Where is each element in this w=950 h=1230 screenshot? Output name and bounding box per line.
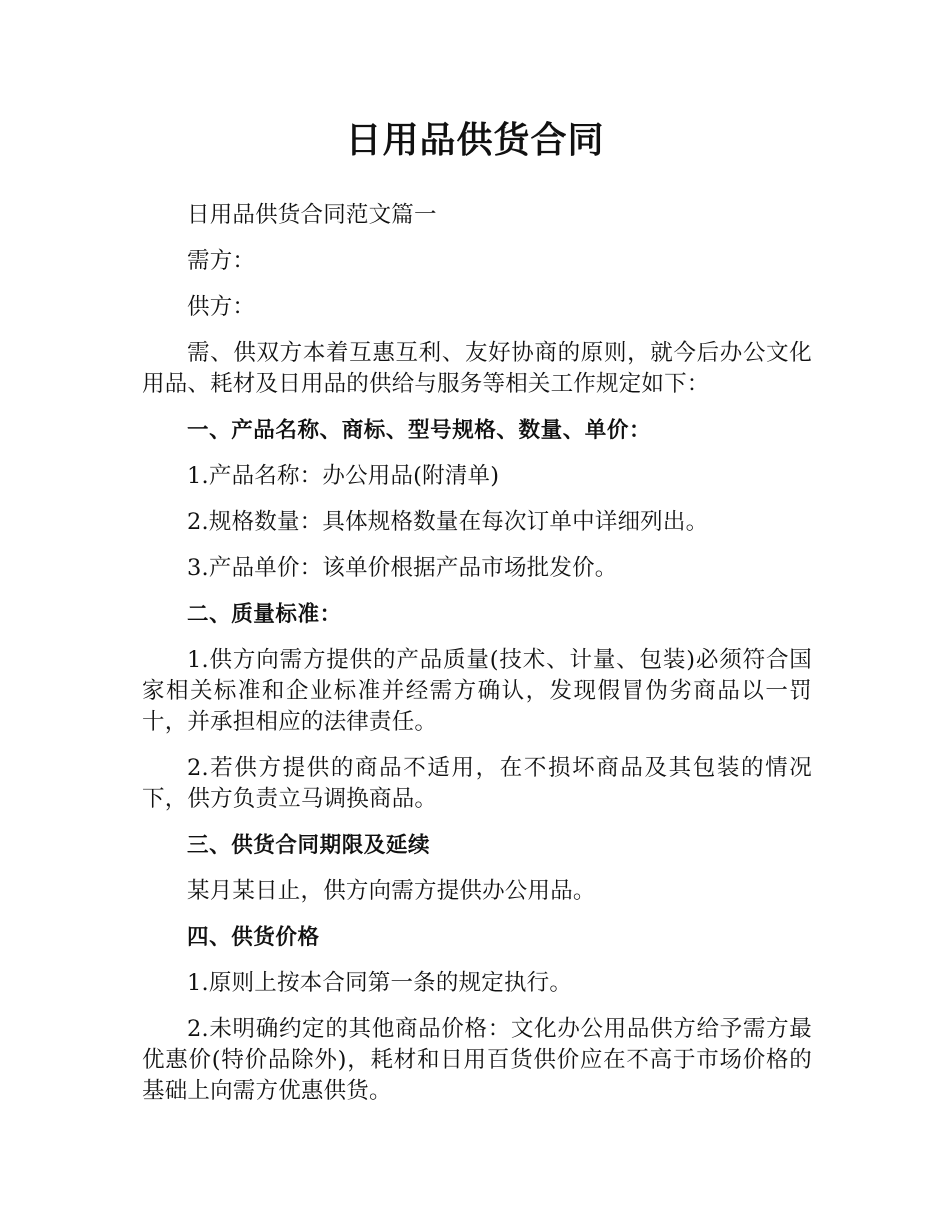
supplier-label: 供方： — [187, 294, 256, 320]
section-heading-2: 二、质量标准： — [187, 602, 342, 627]
document-body — [142, 200, 812, 1122]
section-2-item-2: 2.若供方提供的商品不适用，在不损坏商品及其包装的情况下，供方负责立马调换商品。 — [142, 755, 812, 812]
section-4-item-2: 2.未明确约定的其他商品价格：文化办公用品供方给予需方最优惠价(特价品除外)，耗材和日用百货供价应在不高于市场价格的基础上向需方优惠供货。 — [142, 1016, 812, 1104]
section-3-item-1: 某月某日止，供方向需方提供办公用品。 — [187, 878, 596, 904]
section-1-item-2: 2.规格数量：具体规格数量在每次订单中详细列出。 — [187, 509, 709, 535]
section-heading-3: 三、供货合同期限及延续 — [187, 833, 431, 858]
section-heading-4: 四、供货价格 — [187, 925, 320, 950]
section-1-item-1: 1.产品名称：办公用品(附清单) — [187, 463, 500, 489]
section-heading-1: 一、产品名称、商标、型号规格、数量、单价： — [187, 418, 652, 443]
intro-paragraph: 需、供双方本着互惠互利、友好协商的原则，就今后办公文化用品、耗材及日用品的供给与服务等相关工作规定如下： — [142, 340, 812, 397]
document-subtitle: 日用品供货合同范文篇一 — [187, 202, 437, 228]
document-title: 日用品供货合同 — [345, 120, 605, 161]
buyer-label: 需方： — [187, 248, 256, 274]
section-1-item-3: 3.产品单价：该单价根据产品市场批发价。 — [187, 555, 618, 581]
section-2-item-1: 1.供方向需方提供的产品质量(技术、计量、包装)必须符合国家相关标准和企业标准并经需方确认，发现假冒伪劣商品以一罚十，并承担相应的法律责任。 — [142, 647, 812, 735]
section-4-item-1: 1.原则上按本合同第一条的规定执行。 — [187, 970, 573, 996]
